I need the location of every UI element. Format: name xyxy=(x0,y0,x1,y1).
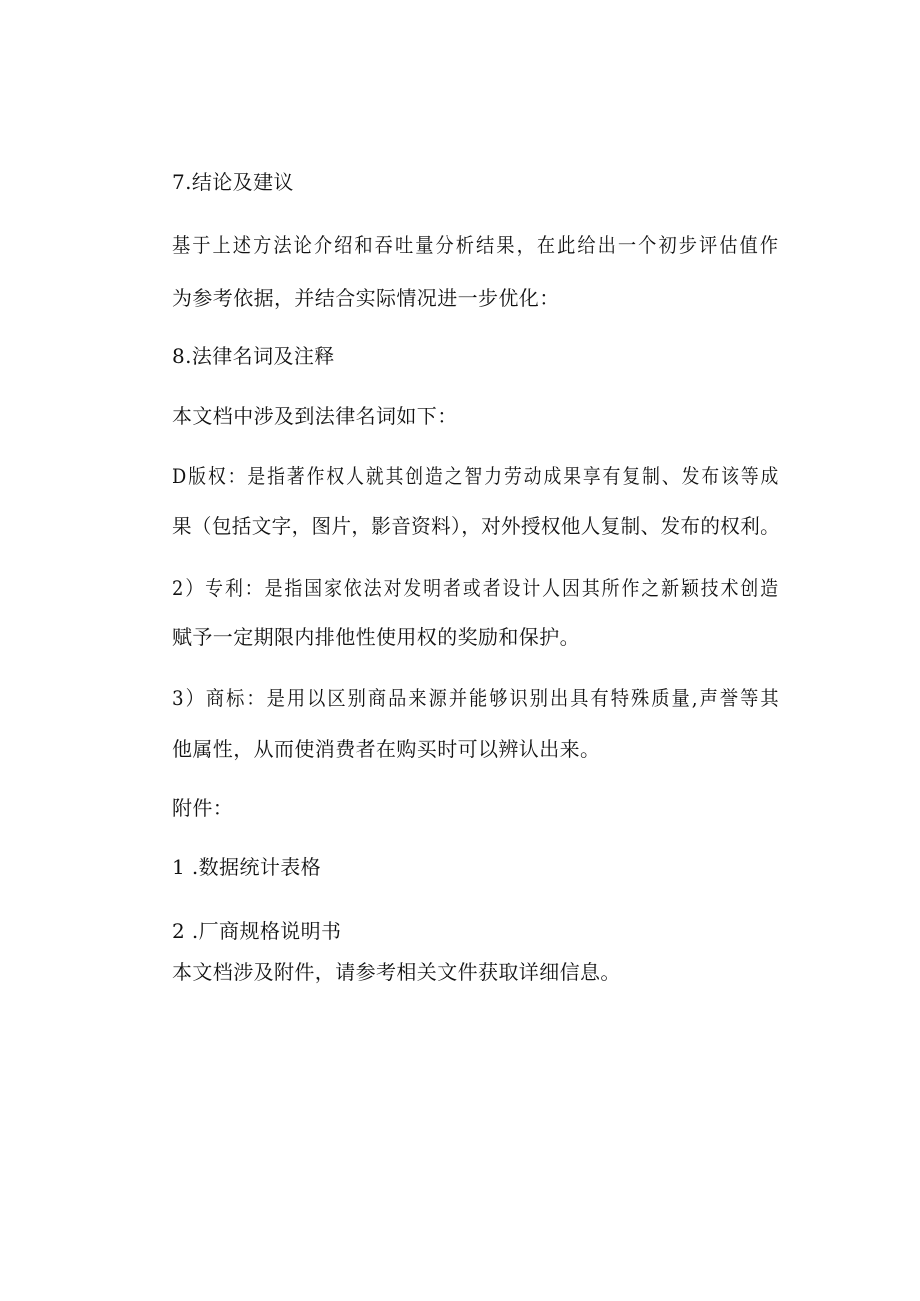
term-patent-line-1: 2）专利：是指国家依法对发明者或者设计人因其所作之新颖技术创造 xyxy=(172,576,781,600)
attachments-heading: 附件： xyxy=(172,796,234,820)
term-patent-line-2: 赋予一定期限内排他性使用权的奖励和保护。 xyxy=(172,625,580,649)
section-8-heading: 8.法律名词及注释 xyxy=(172,344,335,368)
attachment-item-1: 1 .数据统计表格 xyxy=(172,855,322,879)
attachment-item-2: 2 .厂商规格说明书 xyxy=(172,919,342,943)
section-7-paragraph-line-1: 基于上述方法论介绍和吞吐量分析结果，在此给出一个初步评估值作 xyxy=(172,233,781,257)
term-copyright-line-1: D版权：是指著作权人就其创造之智力劳动成果享有复制、发布该等成 xyxy=(172,464,781,488)
term-trademark-line-1: 3）商标：是用以区别商品来源并能够识别出具有特殊质量,声誉等其 xyxy=(172,686,781,710)
section-8-intro: 本文档中涉及到法律名词如下： xyxy=(172,404,458,428)
attachments-note: 本文档涉及附件，请参考相关文件获取详细信息。 xyxy=(172,960,621,984)
section-7-heading: 7.结论及建议 xyxy=(172,170,294,194)
term-copyright-line-2: 果（包括文字，图片，影音资料），对外授权他人复制、发布的权利。 xyxy=(172,514,781,538)
section-7-paragraph-line-2: 为参考依据，并结合实际情况进一步优化： xyxy=(172,286,560,310)
term-trademark-line-2: 他属性，从而使消费者在购买时可以辨认出来。 xyxy=(172,737,601,761)
